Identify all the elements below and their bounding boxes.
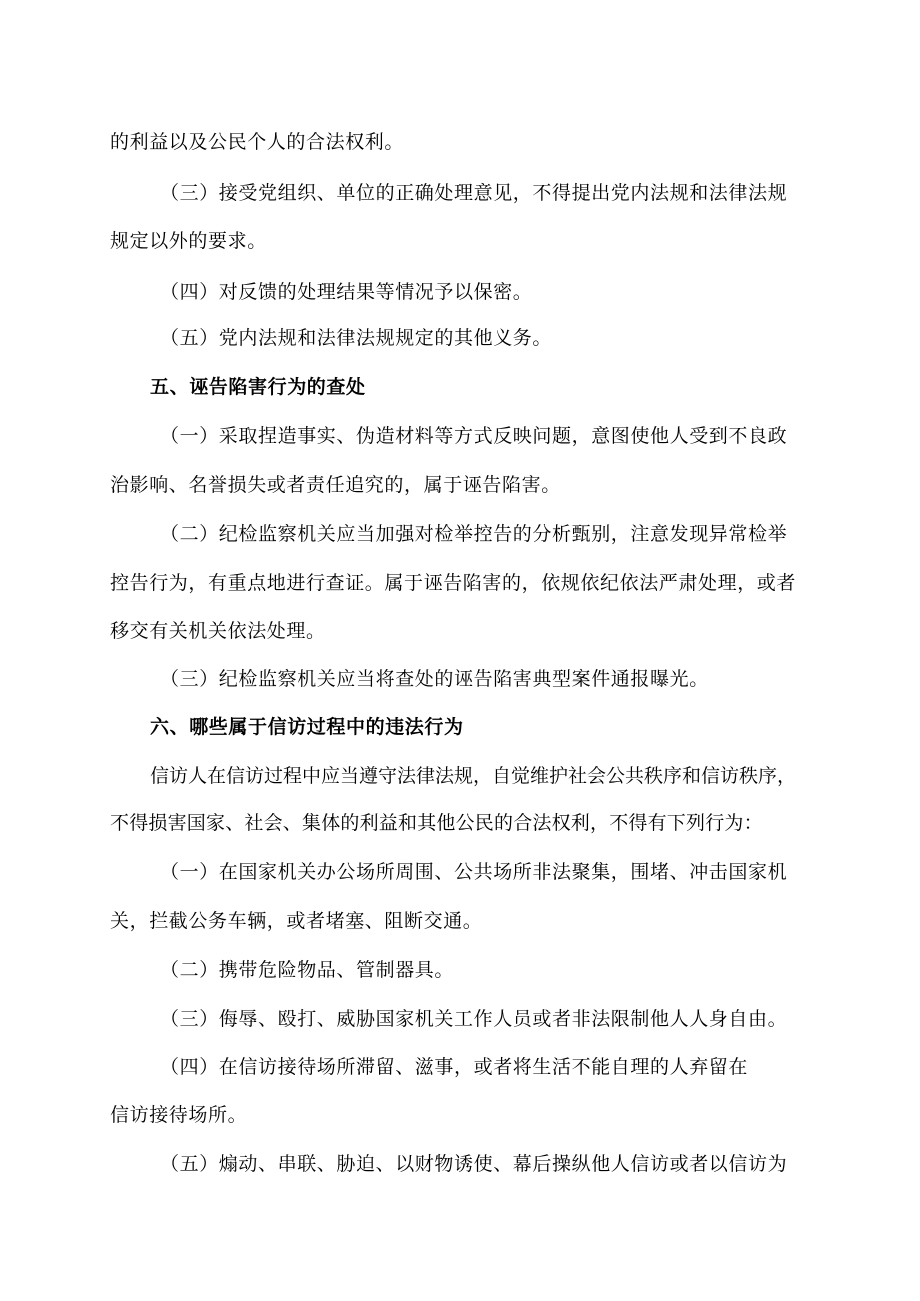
paragraph-line: 移交有关机关依法处理。 [110,620,326,642]
paragraph-line: （二）携带危险物品、管制器具。 [160,959,455,981]
paragraph-line: 关，拦截公务车辆，或者堵塞、阻断交通。 [110,910,483,932]
section-heading-5: 五、诬告陷害行为的查处 [150,376,366,398]
paragraph-line: （五）党内法规和法律法规规定的其他义务。 [160,327,553,349]
paragraph-line: （三）侮辱、殴打、威胁国家机关工作人员或者非法限制他人人身自由。 [160,1008,788,1030]
paragraph-line: 治影响、名誉损失或者责任追究的，属于诬告陷害。 [110,474,561,496]
paragraph-line: 的利益以及公民个人的合法权利。 [110,131,405,153]
paragraph-line: 控告行为，有重点地进行查证。属于诬告陷害的，依规依纪依法严肃处理，或者 [110,572,797,594]
section-heading-6: 六、哪些属于信访过程中的违法行为 [150,716,464,738]
paragraph-line: （一）采取捏造事实、伪造材料等方式反映问题，意图使他人受到不良政 [160,425,788,447]
paragraph-line: （三）接受党组织、单位的正确处理意见，不得提出党内法规和法律法规 [160,182,788,204]
paragraph-line: （五）煽动、串联、胁迫、以财物诱使、幕后操纵他人信访或者以信访为 [160,1153,788,1175]
paragraph-line: （一）在国家机关办公场所周围、公共场所非法聚集，围堵、冲击国家机 [160,861,788,883]
paragraph-line: 规定以外的要求。 [110,230,267,252]
paragraph-line: 信访接待场所。 [110,1104,248,1126]
paragraph-line: 信访人在信访过程中应当遵守法律法规，自觉维护社会公共秩序和信访秩序， [150,765,797,787]
paragraph-line: （四）对反馈的处理结果等情况予以保密。 [160,281,533,303]
paragraph-line: 不得损害国家、社会、集体的利益和其他公民的合法权利，不得有下列行为： [110,812,763,834]
paragraph-line: （二）纪检监察机关应当加强对检举控告的分析甄别，注意发现异常检举 [160,523,788,545]
paragraph-line: （三）纪检监察机关应当将查处的诬告陷害典型案件通报曝光。 [160,668,709,690]
paragraph-line: （四）在信访接待场所滞留、滋事，或者将生活不能自理的人弃留在 [160,1056,749,1078]
